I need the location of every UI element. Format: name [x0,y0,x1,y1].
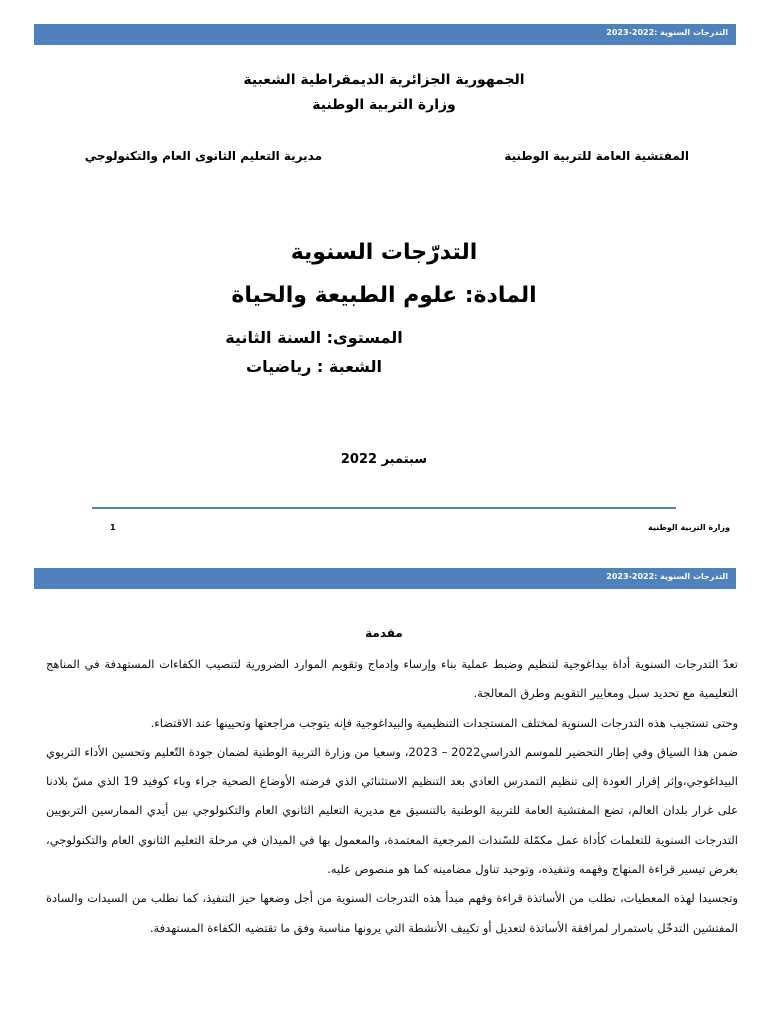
intro-paragraph: ضمن هذا السياق وفي إطار التحضير للموسم الدراسي2022 – 2023، وسعيا من وزارة التربية الوطنية لضمان جودة التّعليم وتحسين الأداء التربوي البيداغوجي،وإثر إقرار العودة إلى تنظيم التمدرس العادي بعد التنظيم الاستثنائي الذي فرضته الأوضاع الصحية جراء وباء كوفيد 19 الذي مسّ بلادنا على غرار بلدان العالم، تضع المفتشية العامة للتربية الوطنية بالتنسيق مع مديرية التعليم الثانوي العام والتكنولوجي بين أيدي الممارسين التربويين التدرجات السنوية للتعلمات كأداة عمل مكمّلة للسّندات المرجعية المعتمدة، والمعمول بها في الميدان في مرحلة التعليم الثانوي العام والتكنولوجي، بغرض تيسير قراءة المنهاج وفهمه وتنفيذه، وتوحيد تناول مضامينه كما هو منصوص عليه. [46,744,738,877]
header-band [34,24,736,45]
intro-paragraph: وحتى تستجيب هذه التدرجات السنوية لمختلف المستجدات التنظيمية والبيداغوجية فإنه يتوجب مراجعتها وتحيينها عند الاقتضاء. [150,715,738,730]
ministry-heading: وزارة التربية الوطنية [312,97,456,113]
date-line: سبتمبر 2022 [340,452,428,467]
footer-separator [92,507,676,509]
inspectorate-label: المفتشية العامة للتربية الوطنية [504,149,689,163]
header-band-label: التدرجات السنوية :2022-2023 [606,28,728,37]
header-band-label-2: التدرجات السنوية :2022-2023 [606,572,728,581]
intro-title: مقدمة [365,626,403,640]
stream-line: الشعبة : رياضيات [246,357,382,376]
republic-heading: الجمهورية الجزائرية الديمقراطية الشعبية [243,72,525,88]
document-title: التدرّجات السنوية [290,240,478,265]
page-number: 1 [110,523,116,532]
footer-ministry: وزارة التربية الوطنية [647,523,730,532]
directorate-label: مديرية التعليم الثانوى العام والتكنولوجي [84,149,322,163]
intro-body [46,650,738,943]
intro-paragraph: تعدّ التدرجات السنوية أداة بيداغوجية لتنظيم وضبط عملية بناء وإرساء وإدماج وتقويم الموارد الضرورية لتنصيب الكفاءات المستهدفة في المناهج التعليمية مع تحديد سبل ومعايير التقويم وطرق المعالجة. [46,657,738,701]
header-band-2 [34,568,736,589]
subject-line: المادة: علوم الطبيعة والحياة [231,283,537,308]
intro-paragraph: وتجسيدا لهذه المعطيات، نطلب من الأساتذة قراءة وفهم مبدأ هذه التدرجات السنوية من أجل وضعها حيز التنفيذ، كما نطلب من السيدات والسادة المفتشين التدخّل باستمرار لمرافقة الأساتذة لتعديل أو تكييف الأنشطة التي يرونها مناسبة وفق ما تقتضيه الكفاءة المستهدفة. [46,891,738,935]
level-line: المستوى: السنة الثانية [225,328,403,347]
